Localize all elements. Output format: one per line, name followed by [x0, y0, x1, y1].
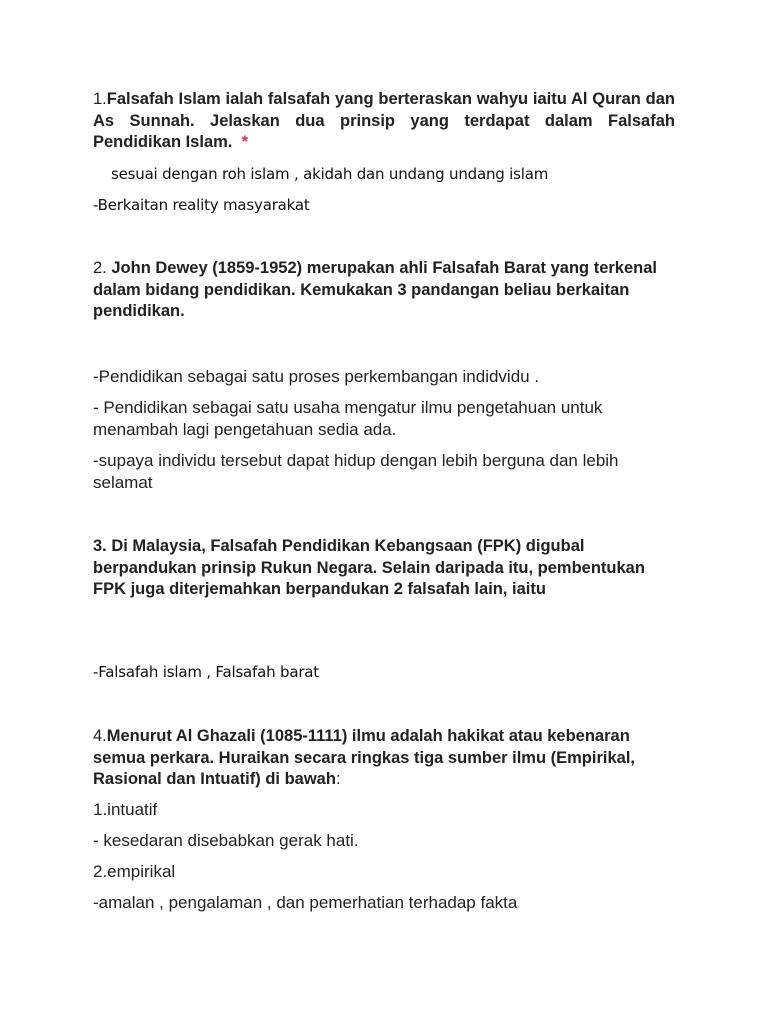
question-1-number: 1.: [93, 90, 107, 108]
answer-2-line-1: -Pendidikan sebagai satu proses perkembangan indidvidu .: [93, 367, 540, 386]
question-3: [93, 536, 675, 601]
question-4-colon: :: [335, 770, 341, 788]
answer-4-line-1: 1.intuatif: [93, 800, 158, 819]
answer-4-line-3: 2.empirikal: [93, 862, 176, 881]
question-2-number: 2.: [93, 259, 107, 277]
question-1-text: Falsafah Islam ialah falsafah yang berteraskan wahyu iaitu Al Quran dan As Sunnah. Jelaskan dua prinsip yang terdapat dalam Falsafah Pendidikan Islam.: [93, 90, 675, 151]
question-4: [93, 726, 675, 791]
question-4-text: Menurut Al Ghazali (1085-1111) ilmu adalah hakikat atau kebenaran semua perkara. Huraikan secara ringkas tiga sumber ilmu (Empirikal, Rasional dan Intuatif) di bawah: [93, 727, 635, 788]
question-2-text: John Dewey (1859-1952) merupakan ahli Falsafah Barat yang terkenal dalam bidang pendidikan. Kemukakan 3 pandangan beliau berkaitan pendidikan.: [93, 259, 658, 320]
question-2: [93, 258, 675, 323]
answer-1-line-2: -Berkaitan reality masyarakat: [93, 196, 310, 214]
answer-1-line-1: sesuai dengan roh islam , akidah dan undang undang islam: [111, 165, 549, 183]
question-3-text: 3. Di Malaysia, Falsafah Pendidikan Kebangsaan (FPK) digubal berpandukan prinsip Rukun Negara. Selain daripada itu, pembentukan FPK juga diterjemahkan berpandukan 2 falsafah lain, iaitu: [93, 537, 645, 598]
answer-4-line-2: - kesedaran disebabkan gerak hati.: [93, 831, 359, 850]
required-asterisk: *: [241, 133, 248, 151]
question-4-number: 4.: [93, 727, 107, 745]
answer-4-line-4: -amalan , pengalaman , dan pemerhatian terhadap fakta: [93, 893, 518, 912]
answer-3-line-1: -Falsafah islam , Falsafah barat: [93, 663, 319, 681]
answer-2-line-2: - Pendidikan sebagai satu usaha mengatur ilmu pengetahuan untuk menambah lagi pengetahuan sedia ada.: [93, 398, 603, 439]
question-1: [93, 89, 675, 154]
answer-2-line-3: -supaya individu tersebut dapat hidup dengan lebih berguna dan lebih selamat: [93, 451, 619, 492]
